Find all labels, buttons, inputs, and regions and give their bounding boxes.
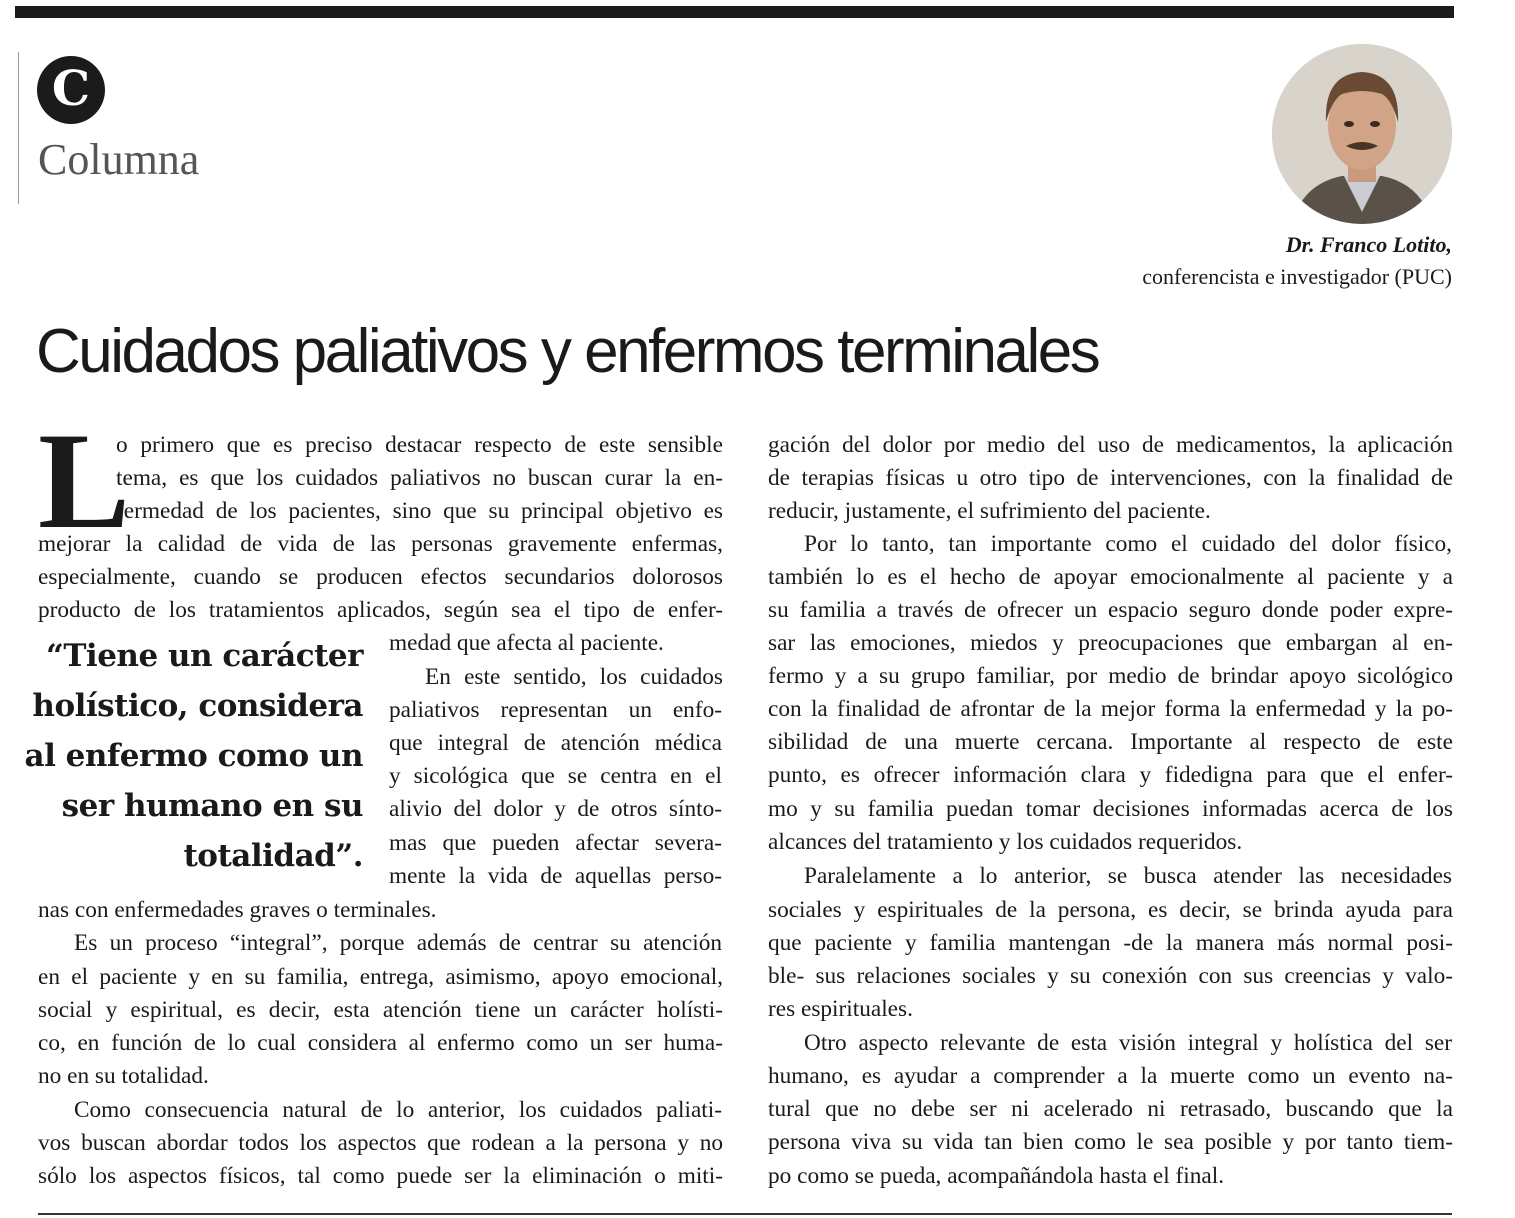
text-line: tema, es que los cuidados paliativos no buscan curar la en- <box>116 465 723 491</box>
text-line: punto, es ofrecer información clara y fidedigna para que el enfer- <box>768 762 1453 788</box>
text-line: Es un proceso “integral”, porque además de centrar su atención <box>74 930 722 956</box>
text-line: Paralelamente a lo anterior, se busca atender las necesidades <box>804 863 1452 889</box>
text-line: persona viva su vida tan bien como le sea posible y por tanto tiem- <box>768 1129 1453 1155</box>
text-line: co, en función de lo cual considera al enfermo como un ser huma- <box>38 1030 723 1056</box>
dropcap: L <box>38 404 131 557</box>
text-line: con la finalidad de afrontar de la mejor forma la enfermedad y la po- <box>768 696 1453 722</box>
text-line: o primero que es preciso destacar respecto de este sensible <box>116 432 723 458</box>
text-line: producto de los tratamientos aplicados, según sea el tipo de enfer- <box>38 597 723 623</box>
text-line: que integral de atención médica <box>389 730 722 756</box>
text-line: fermo y a su grupo familiar, por medio de brindar apoyo sicológico <box>768 663 1453 689</box>
top-rule <box>15 6 1454 18</box>
author-name: Dr. Franco Lotito, <box>1285 232 1452 257</box>
text-line: mente la vida de aquellas perso- <box>389 863 722 889</box>
text-line: alcances del tratamiento y los cuidados requeridos. <box>768 829 1243 855</box>
author-role: conferencista e investigador (PUC) <box>1142 264 1452 289</box>
text-line: en el paciente y en su familia, entrega, asimismo, apoyo emocional, <box>38 964 723 990</box>
text-line: Como consecuencia natural de lo anterior, los cuidados paliati- <box>74 1097 722 1123</box>
text-line: reducir, justamente, el sufrimiento del paciente. <box>768 498 1211 524</box>
text-line: también lo es el hecho de apoyar emocionalmente al paciente y a <box>768 564 1453 590</box>
text-line: ble- sus relaciones sociales y su conexión con sus creencias y valo- <box>768 963 1453 989</box>
text-line: especialmente, cuando se producen efectos secundarios dolorosos <box>38 564 723 590</box>
text-line: fermedad de los pacientes, sino que su principal objetivo es <box>116 498 723 524</box>
text-line: vos buscan abordar todos los aspectos que rodean a la persona y no <box>38 1130 723 1156</box>
text-line: social y espiritual, es decir, esta atención tiene un carácter holísti- <box>38 997 723 1023</box>
text-line: mejorar la calidad de vida de las personas gravemente enfermas, <box>38 531 723 557</box>
text-line: Por lo tanto, tan importante como el cuidado del dolor físico, <box>804 531 1452 557</box>
text-line: de terapias físicas u otro tipo de intervenciones, con la finalidad de <box>768 465 1453 491</box>
section-divider <box>18 52 19 204</box>
text-line: y sicológica que se centra en el <box>389 763 722 789</box>
text-line: su familia a través de ofrecer un espacio seguro donde poder expre- <box>768 597 1453 623</box>
text-line: mas que pueden afectar severa- <box>389 830 722 856</box>
text-line: sibilidad de una muerte cercana. Importante al respecto de este <box>768 729 1453 755</box>
text-line: que paciente y familia mantengan -de la manera más normal posi- <box>768 930 1453 956</box>
pull-quote-line: holístico, considera <box>32 688 363 724</box>
section-label: Columna <box>38 135 200 184</box>
text-line: res espirituales. <box>768 996 913 1022</box>
text-line: no en su totalidad. <box>38 1063 209 1089</box>
text-line: sólo los aspectos físicos, tal como puede ser la eliminación o miti- <box>38 1163 723 1189</box>
text-line: tural que no debe ser ni acelerado ni retrasado, buscando que la <box>768 1096 1453 1122</box>
text-line: medad que afecta al paciente. <box>389 630 664 656</box>
text-line: sociales y espirituales de la persona, es decir, se brinda ayuda para <box>768 897 1453 923</box>
pull-quote-line: totalidad”. <box>183 838 363 874</box>
headline: Cuidados paliativos y enfermos terminales <box>36 317 1099 386</box>
text-line: po como se pueda, acompañándola hasta el final. <box>768 1163 1225 1189</box>
text-line: gación del dolor por medio del uso de medicamentos, la aplicación <box>768 432 1453 458</box>
text-line: sar las emociones, miedos y preocupaciones que embargan al en- <box>768 630 1453 656</box>
section-badge: C <box>37 56 105 124</box>
pull-quote-line: ser humano en su <box>61 788 363 824</box>
text-line: alivio del dolor y de otros sínto- <box>389 796 722 822</box>
text-line: humano, es ayudar a comprender a la muerte como un evento na- <box>768 1063 1453 1089</box>
text-line: paliativos representan un enfo- <box>389 697 722 723</box>
text-line: En este sentido, los cuidados <box>425 664 723 690</box>
text-line: Otro aspecto relevante de esta visión integral y holística del ser <box>804 1030 1452 1056</box>
text-line: nas con enfermedades graves o terminales. <box>38 897 437 923</box>
pull-quote-line: al enfermo como un <box>24 738 363 774</box>
pull-quote-line: “Tiene un carácter <box>46 638 363 674</box>
text-line: mo y su familia puedan tomar decisiones informadas acerca de los <box>768 796 1453 822</box>
bottom-rule <box>38 1213 1452 1215</box>
author-photo <box>1272 44 1452 224</box>
